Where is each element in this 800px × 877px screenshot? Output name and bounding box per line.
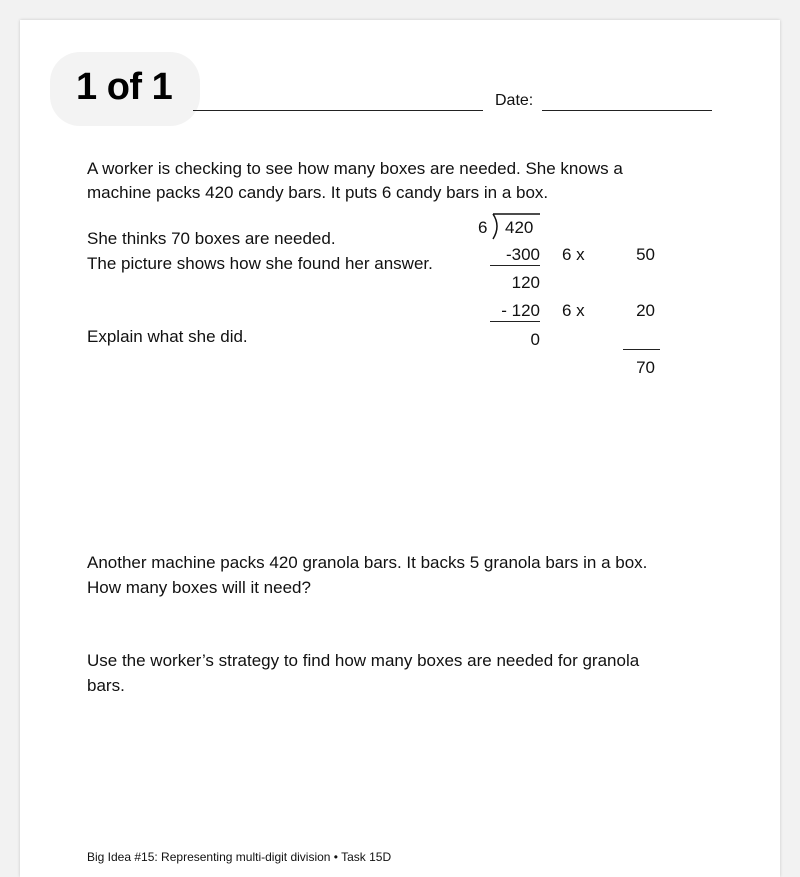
page-count-label: 1 of 1	[76, 66, 173, 108]
problem-text-line-2: machine packs 420 candy bars. It puts 6 candy bars in a box.	[87, 183, 549, 202]
partial-quotient-2: 20	[636, 301, 655, 320]
multiplier-1: 6 x	[562, 245, 585, 264]
sum-line	[623, 349, 660, 350]
question-2-line-1: Another machine packs 420 granola bars. It backs 5 granola bars in a box.	[87, 553, 648, 572]
footer-text: Big Idea #15: Representing multi-digit division • Task 15D	[87, 850, 392, 864]
name-blank-line	[193, 110, 483, 111]
claim-text-line-1: She thinks 70 boxes are needed.	[87, 229, 336, 248]
divisor: 6	[478, 218, 488, 237]
claim-text-line-2: The picture shows how she found her answer.	[87, 254, 433, 273]
partial-quotient-1: 50	[636, 245, 655, 264]
question-3-line-2: bars.	[87, 676, 125, 695]
worksheet-page	[20, 20, 780, 877]
question-3-line-1: Use the worker’s strategy to find how many boxes are needed for granola	[87, 651, 640, 670]
date-blank-line	[542, 110, 712, 111]
quotient-total: 70	[636, 358, 655, 377]
subtraction-2: - 120	[490, 301, 540, 322]
problem-text-line-1: A worker is checking to see how many boxes are needed. She knows a	[87, 159, 623, 178]
date-label: Date:	[495, 92, 534, 109]
dividend: 420	[505, 218, 534, 237]
subtraction-1: -300	[490, 245, 540, 266]
explain-prompt: Explain what she did.	[87, 327, 248, 346]
multiplier-2: 6 x	[562, 301, 585, 320]
question-2-line-2: How many boxes will it need?	[87, 578, 311, 597]
remainder-2: 0	[530, 330, 540, 349]
remainder-1: 120	[511, 273, 540, 292]
